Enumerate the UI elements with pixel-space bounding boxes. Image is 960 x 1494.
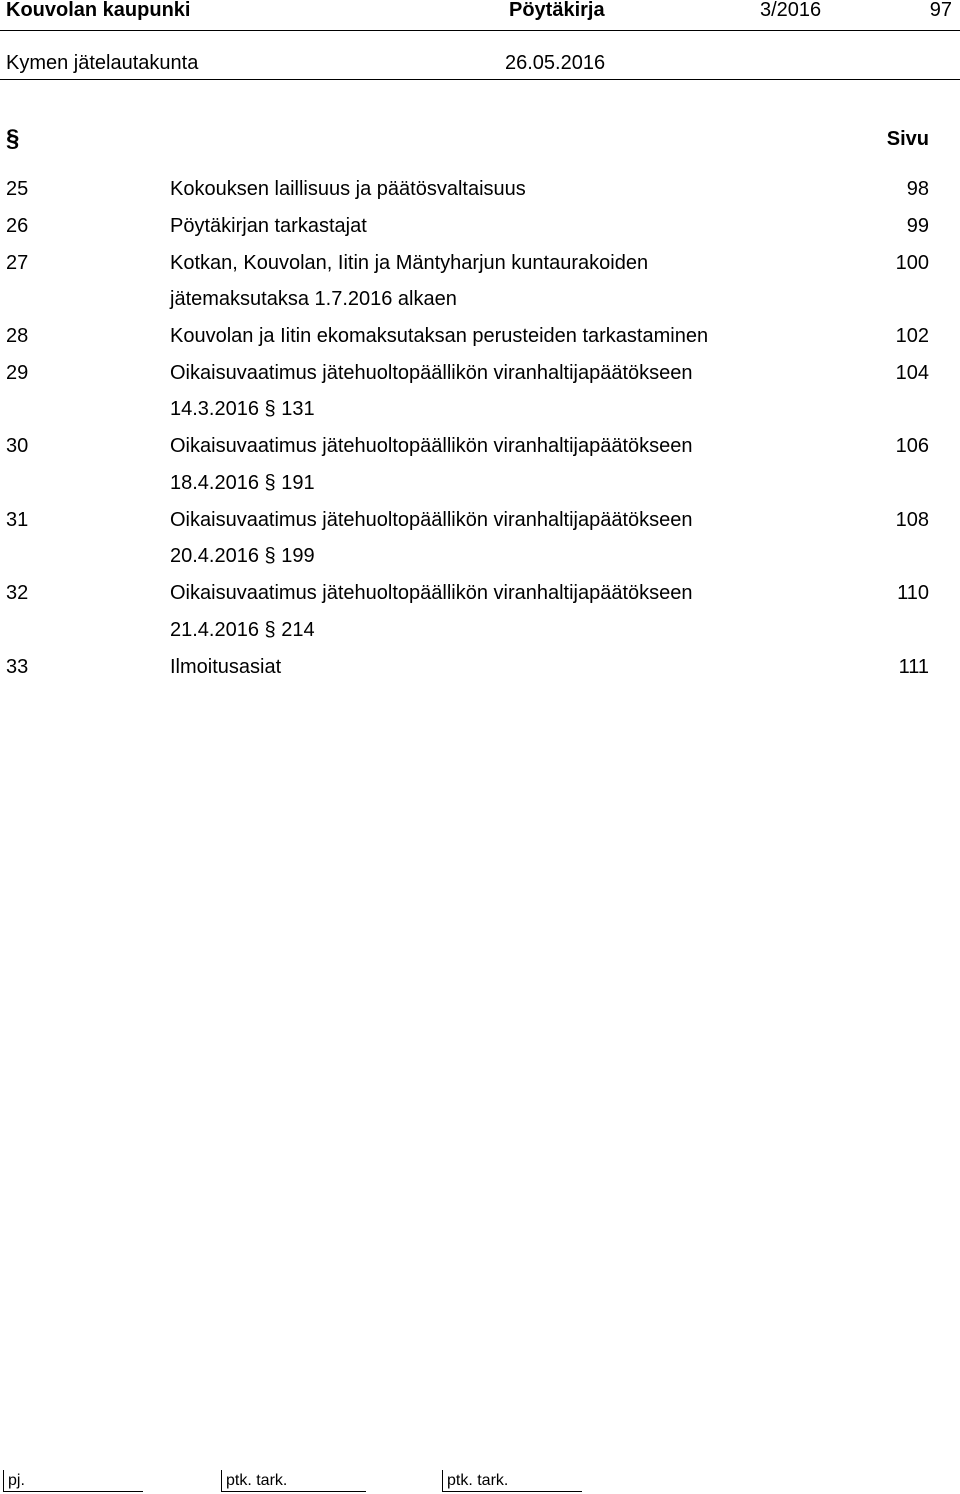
toc-item-title-continuation: 21.4.2016 § 214 <box>170 619 315 641</box>
toc-item-number: 26 <box>6 215 29 237</box>
toc-item-title-continuation: 18.4.2016 § 191 <box>170 472 315 494</box>
toc-item-title: Oikaisuvaatimus jätehuoltopäällikön viranhaltijapäätökseen <box>170 435 693 457</box>
section-sign-heading: § <box>6 125 20 152</box>
meeting-date: 26.05.2016 <box>505 52 606 74</box>
header-divider <box>0 30 960 31</box>
toc-item-number: 33 <box>6 656 29 678</box>
toc-item-page: 106 <box>895 435 929 457</box>
toc-item-page: 108 <box>895 509 929 531</box>
signature-label: pj. <box>8 1472 25 1489</box>
header-divider-bottom <box>0 79 960 80</box>
toc-item-title-continuation: 20.4.2016 § 199 <box>170 545 315 567</box>
toc-item-number: 32 <box>6 582 29 604</box>
organization-name: Kouvolan kaupunki <box>6 0 191 21</box>
toc-item-title: Oikaisuvaatimus jätehuoltopäällikön viranhaltijapäätökseen <box>170 362 693 384</box>
toc-item-title: Kokouksen laillisuus ja päätösvaltaisuus <box>170 178 526 200</box>
page-column-heading: Sivu <box>886 128 929 150</box>
board-name: Kymen jätelautakunta <box>6 52 199 74</box>
signature-label: ptk. tark. <box>226 1472 288 1489</box>
toc-item-title: Ilmoitusasiat <box>170 656 282 678</box>
toc-item-page: 100 <box>895 252 929 274</box>
document-number: 3/2016 <box>760 0 822 21</box>
document-type: Pöytäkirja <box>509 0 605 21</box>
toc-item-title: Kouvolan ja Iitin ekomaksutaksan perusteiden tarkastaminen <box>170 325 709 347</box>
toc-item-title-continuation: jätemaksutaksa 1.7.2016 alkaen <box>170 288 457 310</box>
toc-item-page: 111 <box>898 656 929 678</box>
toc-item-page: 99 <box>906 215 929 237</box>
signature-field-examiner-1 <box>221 1470 366 1492</box>
toc-item-title: Oikaisuvaatimus jätehuoltopäällikön viranhaltijapäätökseen <box>170 509 693 531</box>
toc-item-number: 25 <box>6 178 29 200</box>
toc-item-number: 27 <box>6 252 29 274</box>
toc-item-number: 30 <box>6 435 29 457</box>
toc-item-page: 110 <box>897 582 929 604</box>
toc-item-page: 104 <box>895 362 929 384</box>
toc-item-title: Kotkan, Kouvolan, Iitin ja Mäntyharjun kuntaurakoiden <box>170 252 649 274</box>
signature-field-examiner-2 <box>442 1470 582 1492</box>
toc-item-number: 29 <box>6 362 29 384</box>
toc-item-title: Pöytäkirjan tarkastajat <box>170 215 367 237</box>
toc-item-page: 102 <box>895 325 929 347</box>
toc-item-title-continuation: 14.3.2016 § 131 <box>170 398 315 420</box>
toc-item-number: 31 <box>6 509 29 531</box>
toc-item-title: Oikaisuvaatimus jätehuoltopäällikön viranhaltijapäätökseen <box>170 582 693 604</box>
toc-item-page: 98 <box>906 178 929 200</box>
signature-label: ptk. tark. <box>447 1472 509 1489</box>
signature-field-chair <box>3 1470 143 1492</box>
toc-item-number: 28 <box>6 325 29 347</box>
page-number: 97 <box>929 0 952 21</box>
